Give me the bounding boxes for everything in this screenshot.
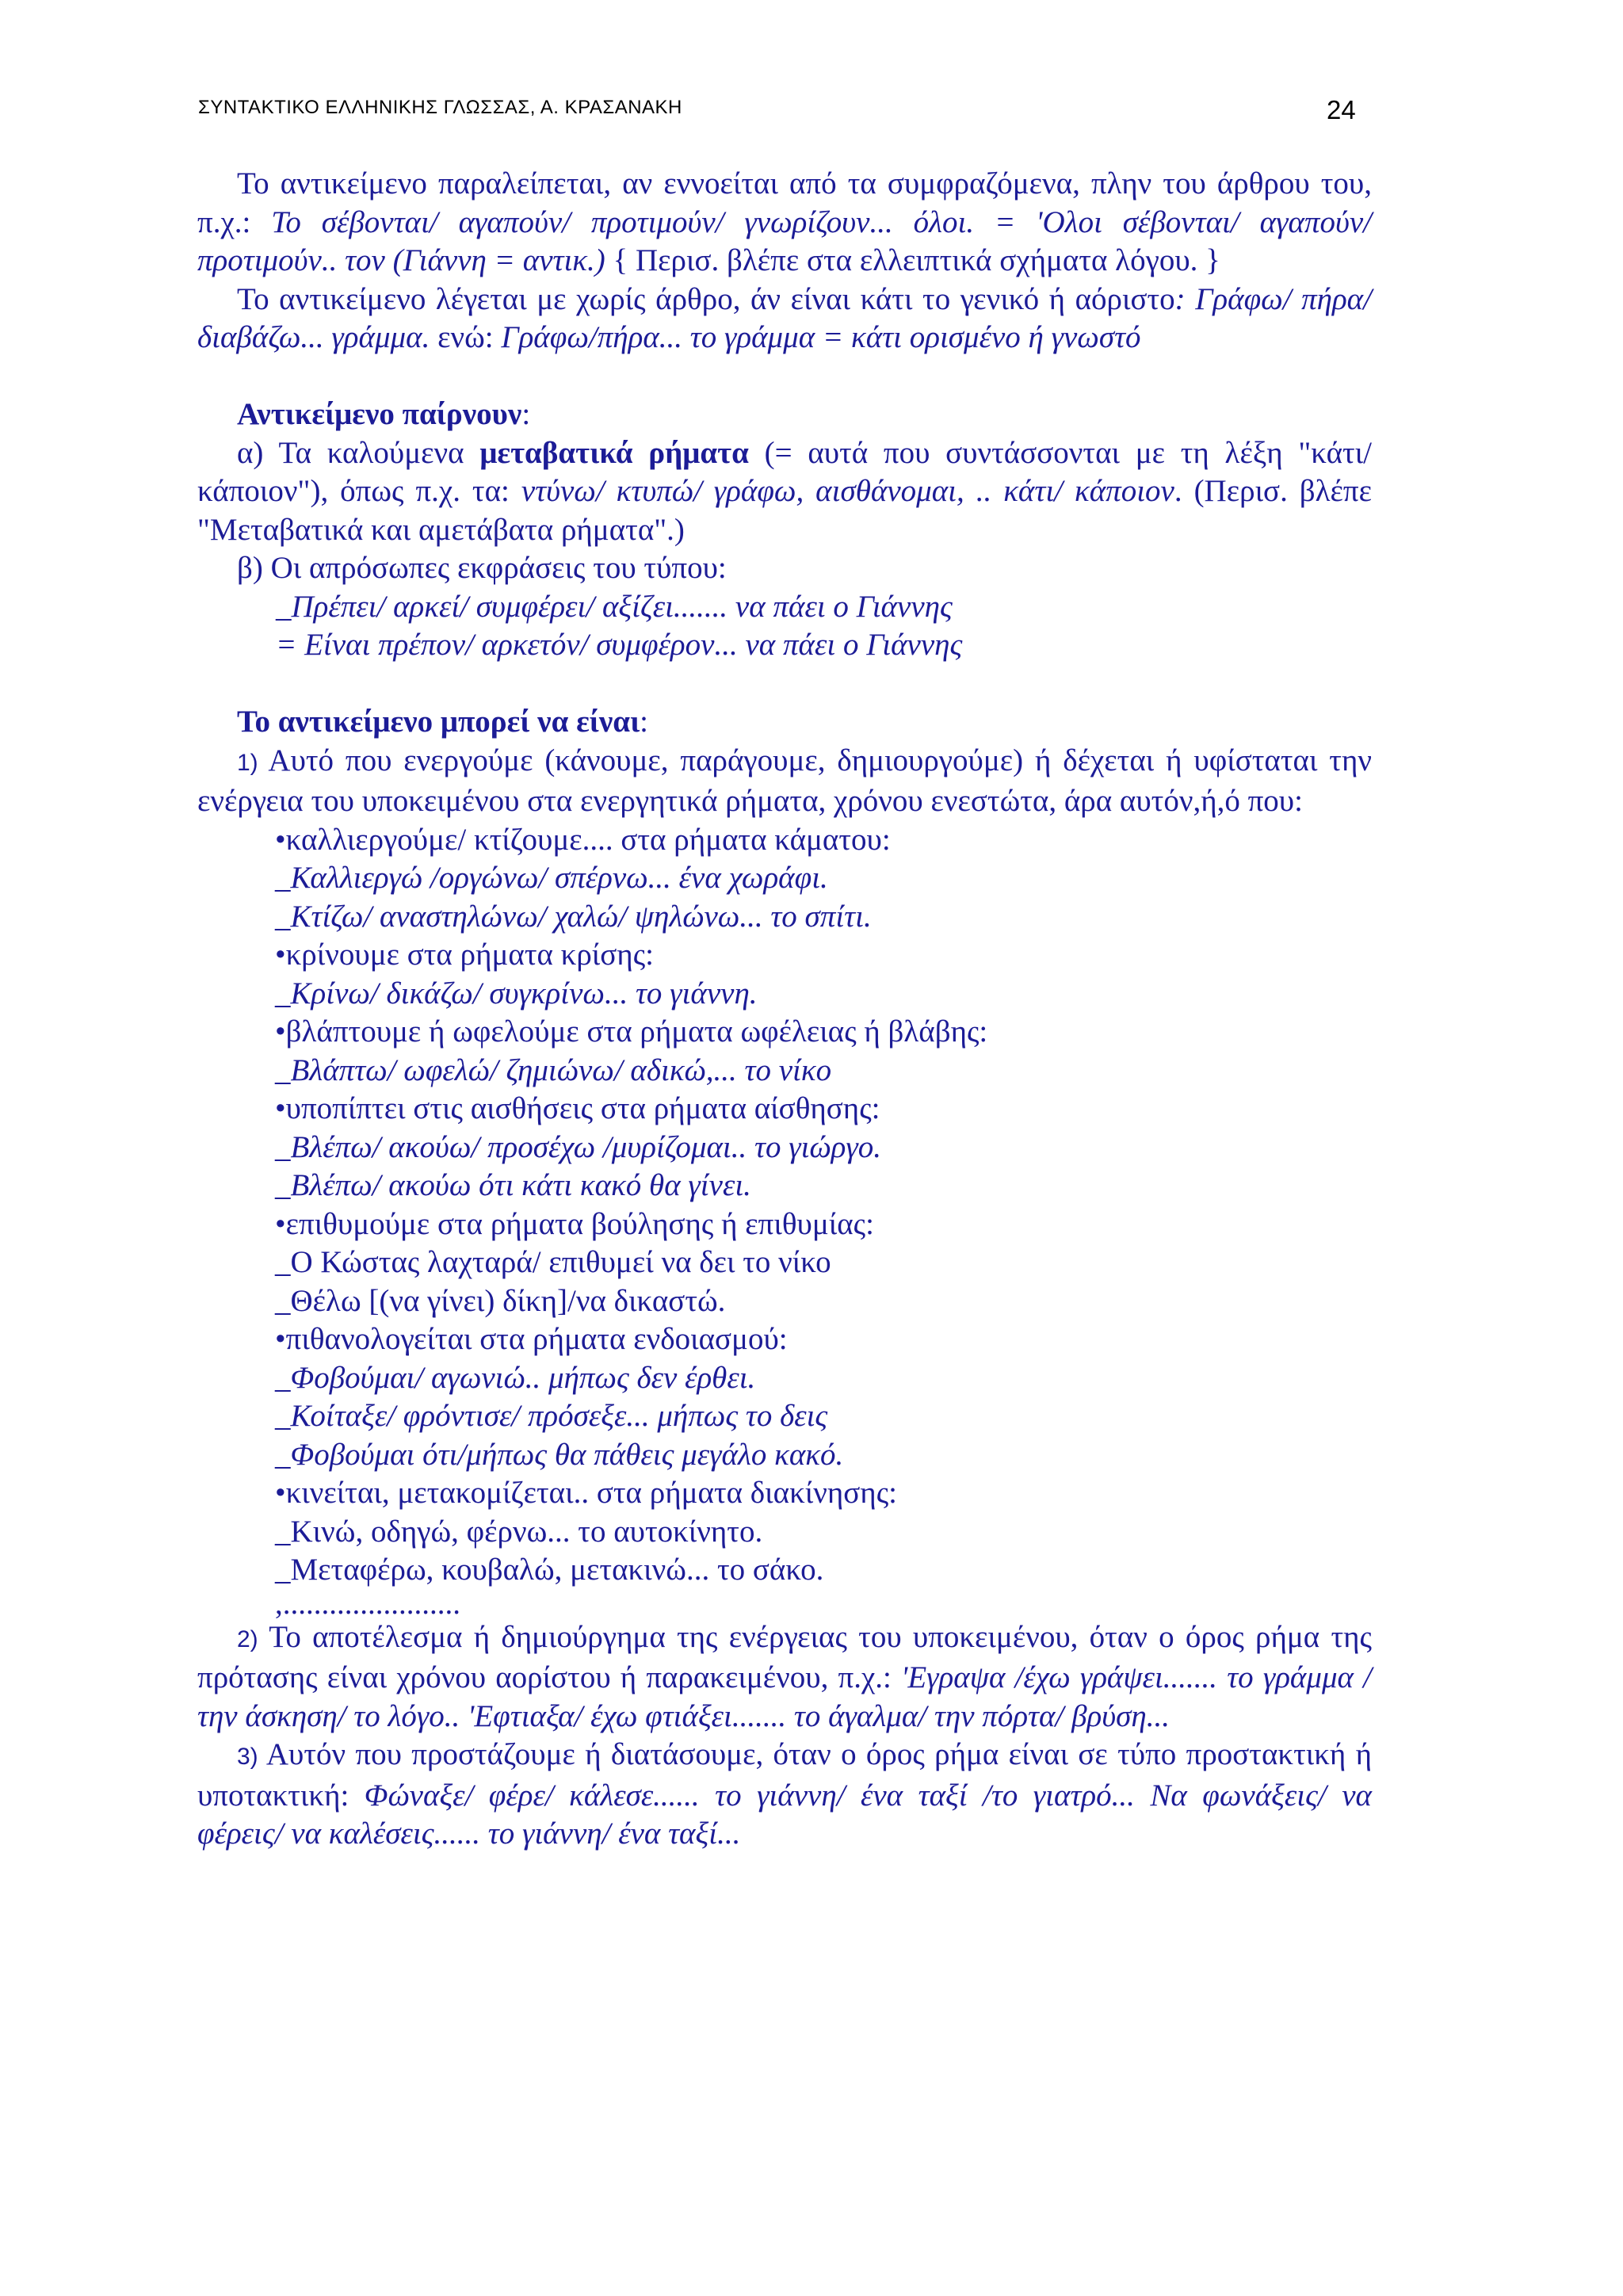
list-line: _Μεταφέρω, κουβαλώ, μετακινώ... το σάκο. — [275, 1553, 824, 1587]
list-line: •κινείται, μετακομίζεται.. στα ρήματα διακίνησης: — [275, 1476, 897, 1510]
section-heading-take-object — [197, 395, 1372, 434]
list-line: •επιθυμούμε στα ρήματα βούλησης ή επιθυμίας: — [275, 1206, 874, 1241]
list-line: ,....................... — [275, 1586, 460, 1621]
list-line — [197, 1129, 1372, 1167]
example-text: _Φοβούμαι/ αγωνιώ.. μήπως δεν έρθει. — [275, 1360, 756, 1395]
text-run: Το αντικείμενο παραλείπεται, αν εννοείται από τα συμφραζόμενα, πλην του άρθρου του, π.χ.: — [197, 166, 1372, 239]
list-line — [197, 1052, 1372, 1091]
heading-colon: : — [640, 705, 649, 739]
numbered-item-1 — [197, 742, 1372, 821]
list-line: •πιθανολογείται στα ρήματα ενδοιασμού: — [275, 1322, 788, 1356]
example-text: _Κοίταξε/ φρόντισε/ πρόσεξε... μήπως το δεις — [275, 1399, 828, 1433]
spacer — [197, 357, 1372, 396]
example-text: _Βλάπτω/ ωφελώ/ ζημιώνω/ αδικώ,... το νίκο — [275, 1052, 832, 1087]
list-line: _Ο Κώστας λαχταρά/ επιθυμεί να δει το νίκο — [275, 1245, 831, 1279]
list-line — [197, 1167, 1372, 1205]
list-line: •κρίνουμε στα ρήματα κρίσης: — [275, 938, 654, 972]
list-line: _Θέλω [(να γίνει) δίκη]/να δικαστώ. — [275, 1283, 726, 1318]
example-text: Φώναξε/ φέρε/ κάλεσε...... το γιάννη/ ένα ταξί /το γιατρό... Να φωνάξεις/ να φέρεις/ να καλέσεις...... το γιάννη/ ένα ταξί... — [197, 1778, 1372, 1851]
text-run: Το αντικείμενο λέγεται με χωρίς άρθρο, άν είναι κάτι το γενικό ή αόριστο — [237, 281, 1175, 316]
example-text: _Κτίζω/ αναστηλώνω/ χαλώ/ ψηλώνω... το σπίτι. — [275, 899, 872, 934]
example-text: ντύνω/ κτυπώ/ γράφω, αισθάνομαι, .. κάτι/ κάποιον — [521, 474, 1174, 508]
text-run: . (Περισ. βλέπε "Μεταβατικά και αμετάβατα ρήματα".) — [197, 474, 1372, 547]
list-line: •υποπίπτει στις αισθήσεις στα ρήματα αίσθησης: — [275, 1091, 880, 1125]
example-line — [197, 588, 1372, 627]
page-body — [197, 165, 1372, 1854]
paragraph-transitive-verbs — [197, 434, 1372, 550]
example-text: _Πρέπει/ αρκεί/ συμφέρει/ αξίζει....... να πάει ο Γιάννης — [276, 589, 953, 624]
list-line — [197, 859, 1372, 898]
example-text: 'Εγραψα /έχω γράψει....... το γράμμα /την άσκηση/ το λόγο.. 'Εφτιαξα/ έχω φτιάξει....... το άγαλμα/ την πόρτα/ βρύση... — [197, 1660, 1372, 1733]
text-run: Το αποτέλεσμα ή δημιούργημα της ενέργειας του υποκειμένου, όταν ο όρος ρήμα της πρότασης είναι χρόνου αορίστου ή παρακειμένου, π.χ.: — [197, 1619, 1372, 1694]
list-line: •βλάπτουμε ή ωφελούμε στα ρήματα ωφέλειας ή βλάβης: — [275, 1014, 988, 1049]
running-header-title: ΣΥΝΤΑΚΤΙΚΟ ΕΛΛΗΝΙΚΗΣ ΓΛΩΣΣΑΣ, Α. ΚΡΑΣΑΝΑΚΗ — [198, 97, 682, 118]
heading-colon: : — [521, 397, 531, 431]
example-text: _Βλέπω/ ακούω ότι κάτι κακό θα γίνει. — [275, 1168, 751, 1202]
list-line — [197, 975, 1372, 1014]
example-text: _Φοβούμαι ότι/μήπως θα πάθεις μεγάλο κακό. — [275, 1437, 844, 1472]
example-text: _Βλέπω/ ακούω/ προσέχω /μυρίζομαι.. το γιώργο. — [275, 1129, 881, 1164]
text-run: (= αυτά που συντάσσονται με τη λέξη "κάτι/ κάποιον"), όπως π.χ. τα: — [197, 435, 1373, 508]
text-run: Αυτό που ενεργούμε (κάνουμε, παράγουμε, δημιουργούμε) ή δέχεται ή υφίσταται την ενέργεια του υποκειμένου στα ενεργητικά ρήματα, χρόνου ενεστώτα, άρα αυτόν,ή,ό που: — [197, 743, 1372, 818]
text-run: ενώ: — [430, 320, 502, 354]
paragraph-omitted-object — [197, 165, 1372, 281]
example-text: Γράφω/πήρα... το γράμμα = κάτι ορισμένο ή γνωστό — [501, 320, 1141, 354]
spacer — [197, 665, 1372, 704]
text-run: { Περισ. βλέπε στα ελλειπτικά σχήματα λόγου. } — [605, 243, 1220, 277]
list-line — [197, 1359, 1372, 1398]
bold-term: μεταβατικά ρήματα — [479, 435, 749, 470]
item-number: 2) — [237, 1626, 258, 1652]
example-text: = Είναι πρέπον/ αρκετόν/ συμφέρον... να πάει ο Γιάννης — [276, 628, 963, 662]
numbered-item-3 — [197, 1736, 1372, 1854]
text-run: Αυτόν που προστάζουμε ή διατάσουμε, όταν ο όρος ρήμα είναι σε τύπο προστακτική ή υποτακτική: — [197, 1737, 1372, 1813]
example-text: _Καλλιεργώ /οργώνω/ σπέρνω... ένα χωράφι. — [275, 861, 828, 895]
page-number: 24 — [1327, 95, 1356, 124]
heading-text: Αντικείμενο παίρνουν — [237, 397, 522, 431]
item-number: 3) — [237, 1744, 258, 1770]
item-number: 1) — [237, 749, 258, 776]
verb-category-list — [197, 821, 1372, 1621]
list-line: •καλλιεργούμε/ κτίζουμε.... στα ρήματα κάματου: — [275, 822, 891, 857]
example-text: _Κρίνω/ δικάζω/ συγκρίνω... το γιάννη. — [275, 976, 758, 1010]
example-line — [197, 626, 1372, 665]
numbered-item-2 — [197, 1618, 1372, 1736]
example-text: Το σέβονται/ αγαπούν/ προτιμούν/ γνωρίζουν... όλοι. = 'Ολοι σέβονται/ αγαπούν/ προτιμούν.. τον (Γιάννη = αντικ.) — [197, 204, 1373, 277]
heading-text: Το αντικείμενο μπορεί να είναι — [237, 705, 640, 739]
section-heading-object-can-be — [197, 703, 1372, 742]
paragraph-impersonal: β) Οι απρόσωπες εκφράσεις του τύπου: — [237, 551, 727, 585]
list-line: _Κινώ, οδηγώ, φέρνω... το αυτοκίνητο. — [275, 1514, 763, 1549]
list-line — [197, 1436, 1372, 1475]
list-line — [197, 1397, 1372, 1436]
text-run: α) Τα καλούμενα — [237, 435, 480, 470]
example-text: : Γράφω/ πήρα/ διαβάζω... γράμμα. — [197, 281, 1372, 354]
paragraph-articleless-object — [197, 281, 1372, 357]
list-line — [197, 898, 1372, 937]
